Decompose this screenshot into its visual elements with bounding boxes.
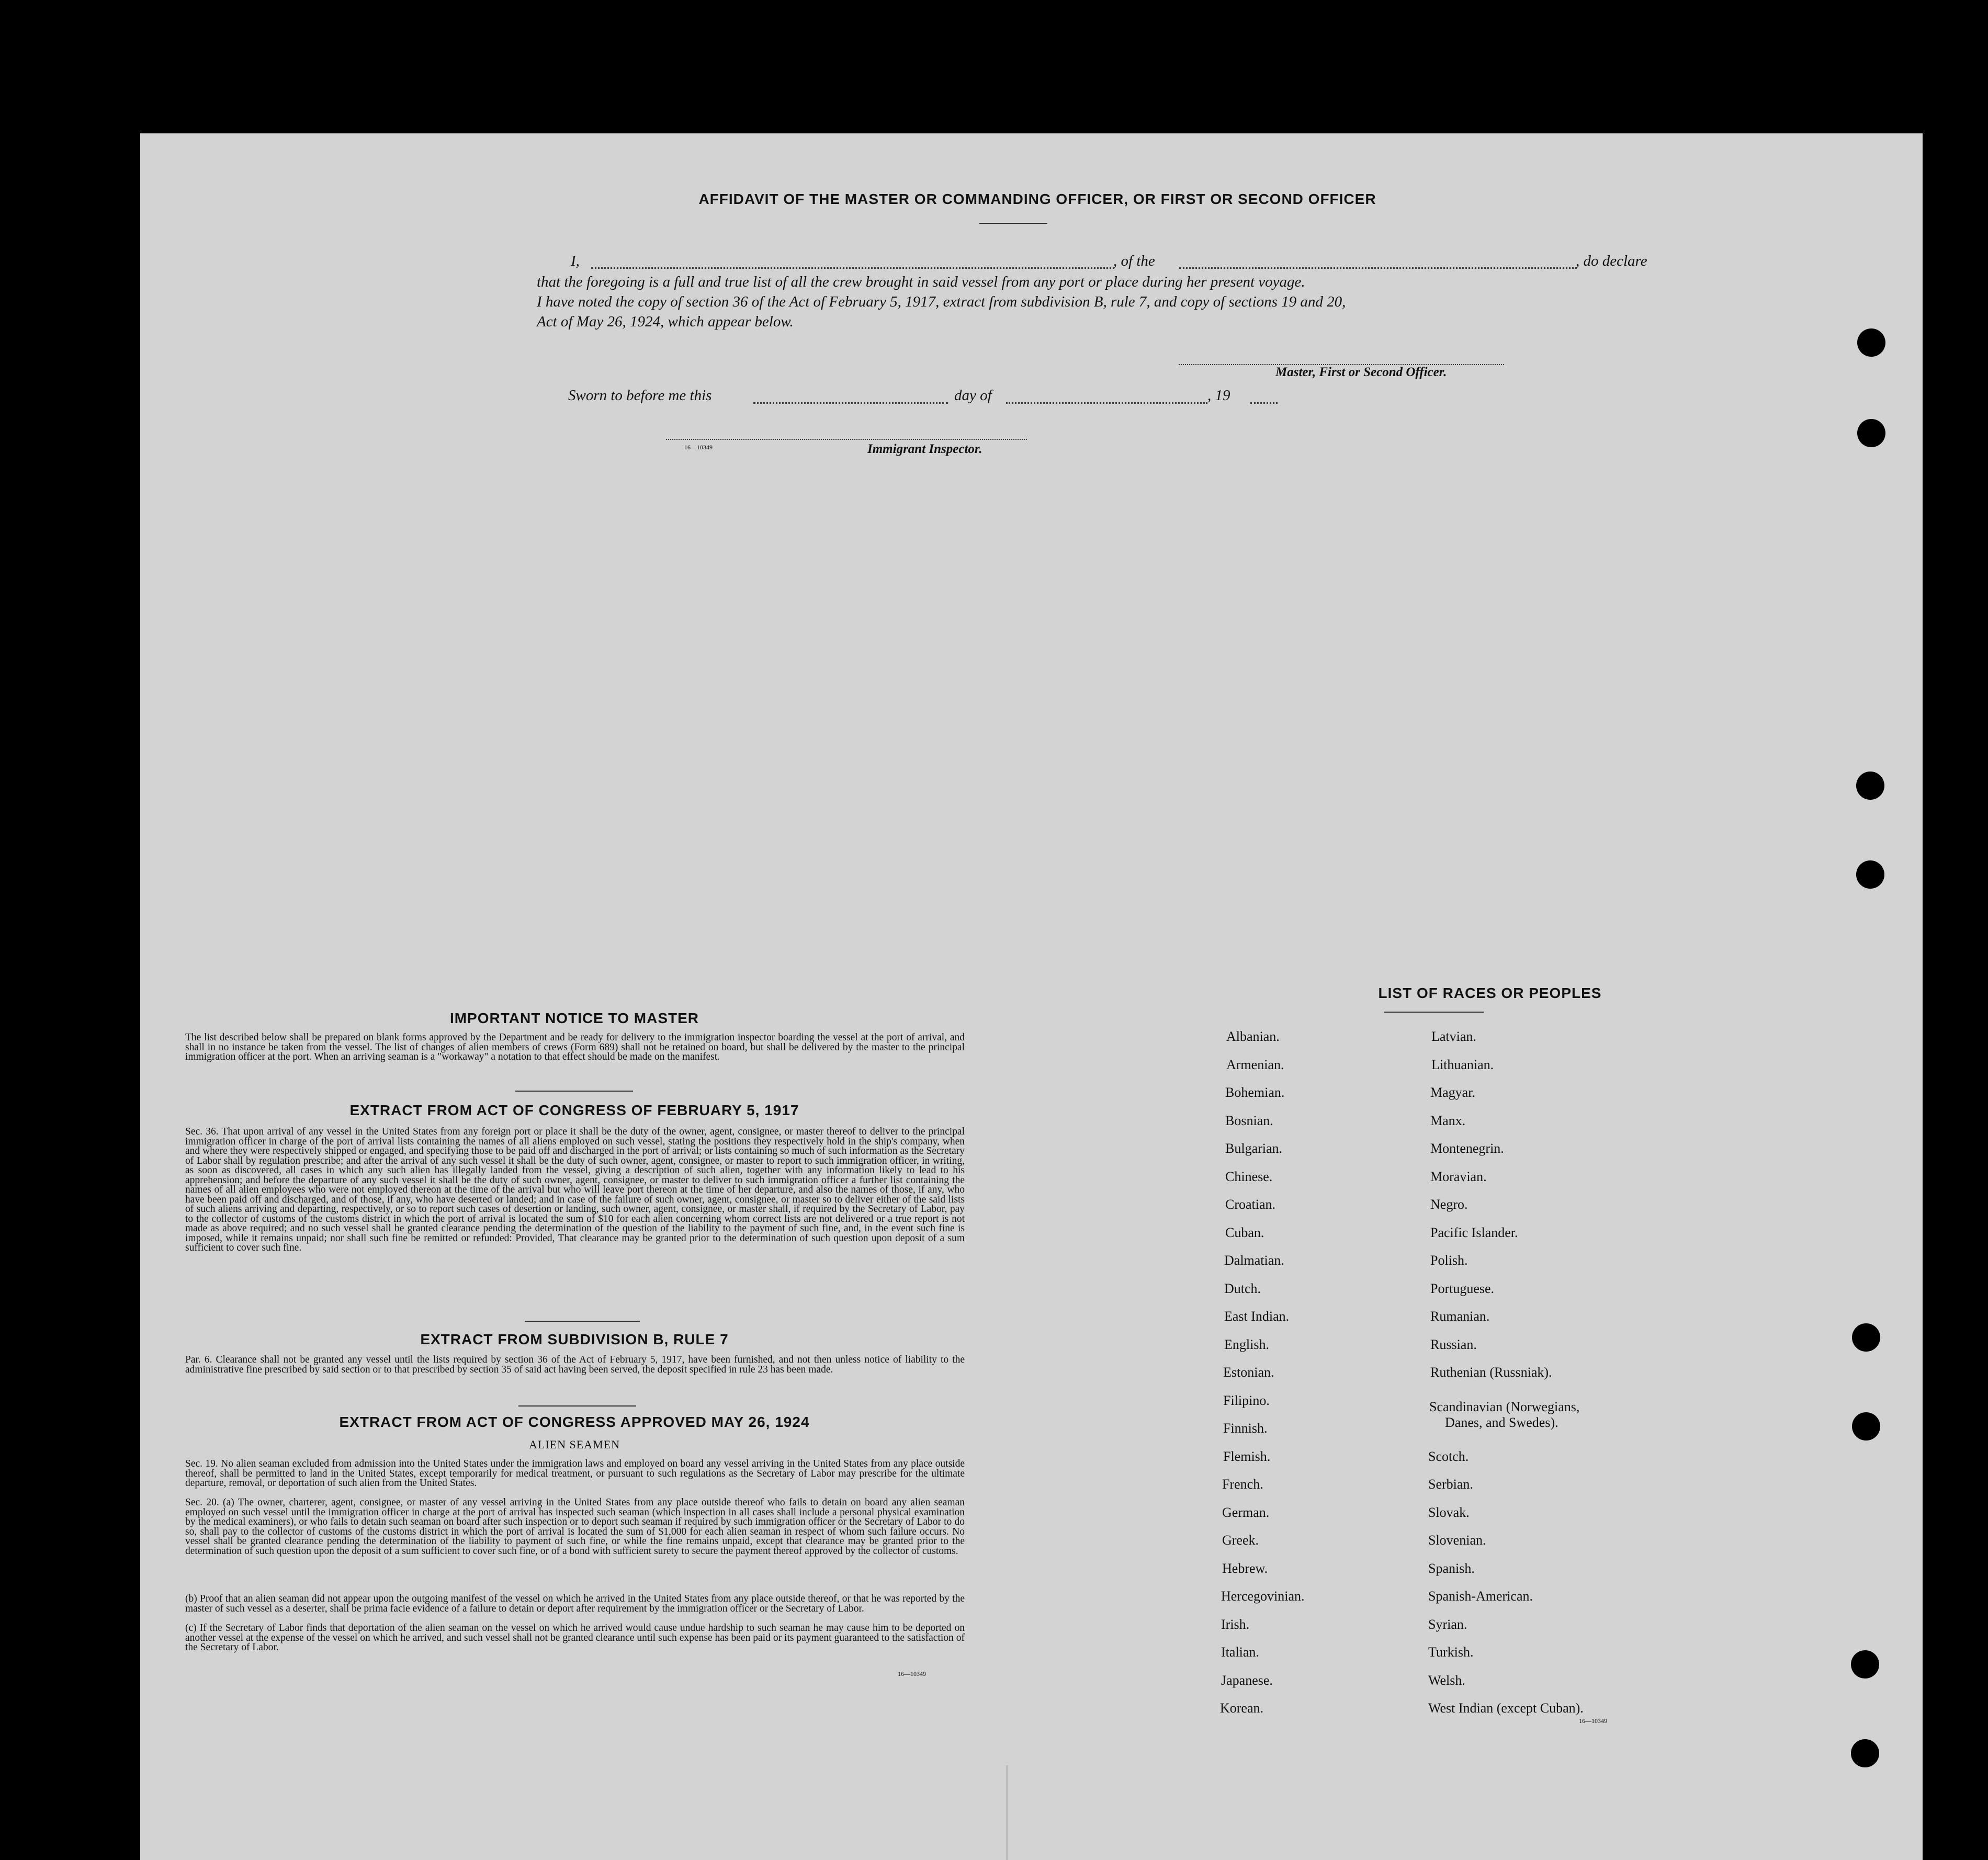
race-item: Portuguese.: [1430, 1281, 1495, 1296]
sworn-label: Sworn to before me this: [568, 387, 712, 404]
affidavit-vessel-field[interactable]: [1179, 255, 1577, 269]
race-item: Rumanian.: [1430, 1309, 1490, 1324]
race-item: German.: [1222, 1505, 1270, 1520]
race-item: Scotch.: [1428, 1449, 1469, 1464]
race-item: Montenegrin.: [1430, 1141, 1504, 1156]
punch-hole: [1852, 1412, 1880, 1441]
race-item: Greek.: [1222, 1533, 1259, 1548]
sworn-month-field[interactable]: [1006, 390, 1207, 404]
extract-1917-text: Sec. 36. That upon arrival of any vessel in the United States from any foreign port or place it shall be the duty of the owner, agent, consignee, or master thereof to deliver to the principal immigration officer in charge of the port of arrival lists containing the names of all aliens employed on such vessel, stating the positions they respectively hold in the ship's company, when and where they were respectively shipped or engaged, and specifying those to be paid off and discharged in the port of arrival; or lists containing so much of such information as the Secretary of Labor shall by regulation prescribe; and after the arrival of any such vessel it shall be the duty of such owner, agent, consignee, or master to report to such immigration officer, in writing, as soon as discovered, all cases in which any such alien has illegally landed from the vessel, giving a description of such alien, together with any information likely to lead to his apprehension; and before the departure of any such vessel it shall be the duty of such owner, agent, consignee, or master to deliver to such immigration officer a further list containing the names of all alien employees who were not employed thereon at the time of the arrival but who will leave port thereon at the time of her departure, and also the names of those, if any, who have been paid off and discharged, and of those, if any, who have deserted or landed; and in case of the failure of such owner, agent, consignee, or master so to deliver either of the said lists of such aliens arriving and departing, respectively, or so to report such cases of desertion or landing, such owner, agent, consignee, or master shall, if required by the Secretary of Labor, pay to the collector of customs of the customs district in which the port of arrival is located the sum of $10 for each alien concerning whom correct lists are not delivered or a true report is not made as above required; and no such vessel shall be granted clearance pending the determination of the question of the liability to the payment of such fine, and, in the event such fine is imposed, while it remains unpaid; nor shall such fine be remitted or refunded: Provided, That clearance may be granted prior to the determination of such question upon deposit of a sum sufficient to cover such fine.: [185, 1126, 965, 1253]
race-item: Welsh.: [1428, 1673, 1465, 1688]
extract-1924-sec20b: (b) Proof that an alien seaman did not appear upon the outgoing manifest of the vessel on which he arrived in the United States from any place outside thereof, or that he was reported by the master of such vessel as a deserter, shall be prima facie evidence of a failure to detain or deport after requirement by the immigration officer or the Secretary of Labor.: [185, 1593, 965, 1614]
races-form-number: 16—10349: [1579, 1717, 1607, 1725]
race-item: Irish.: [1221, 1617, 1250, 1632]
race-item: Ruthenian (Russniak).: [1430, 1365, 1552, 1380]
race-item: Lithuanian.: [1431, 1057, 1494, 1072]
punch-hole: [1851, 1739, 1879, 1767]
race-item: East Indian.: [1224, 1309, 1290, 1324]
race-item: Moravian.: [1430, 1169, 1487, 1184]
affidavit-name-field[interactable]: [591, 255, 1114, 269]
race-item: Hebrew.: [1222, 1561, 1268, 1576]
race-item: Dutch.: [1224, 1281, 1261, 1296]
year-label: , 19: [1207, 387, 1230, 404]
race-item: Armenian.: [1226, 1057, 1284, 1072]
signature-label: Master, First or Second Officer.: [1275, 365, 1447, 379]
affidavit-line-3: Act of May 26, 1924, which appear below.: [537, 313, 794, 330]
notice-text: The list described below shall be prepared on blank forms approved by the Department and be ready for delivery to the immigration inspector boarding the vessel at the port of arrival, and shall in no instance be taken from the vessel. The list of changes of alien members of crews (Form 689) shall not be retained on board, but shall be delivered by the master to the principal immigration officer at the port. When an arriving seaman is a "workaway" a notation to that effect should be made on the manifest.: [185, 1032, 965, 1062]
races-title: LIST OF RACES OR PEOPLES: [1378, 985, 1602, 1001]
race-item: Turkish.: [1428, 1644, 1474, 1660]
race-item: Finnish.: [1223, 1421, 1268, 1436]
race-item: Spanish-American.: [1428, 1589, 1533, 1604]
race-item: Manx.: [1430, 1113, 1466, 1128]
affidavit-of-the: , of the: [1113, 253, 1155, 269]
punch-hole: [1856, 860, 1884, 889]
race-item: Filipino.: [1223, 1393, 1270, 1408]
extract-1924-sec19: Sec. 19. No alien seaman excluded from admission into the United States under the immigration laws and employed on board any vessel arriving in the United States from any place outside thereof, shall be permitted to land in the United States, except temporarily for medical treatment, or pursuant to such regulations as the Secretary of Labor may prescribe for the ultimate departure, removal, or deportation of such alien from the United States.: [185, 1458, 965, 1489]
punch-hole: [1851, 1650, 1879, 1678]
extract-1917-title: EXTRACT FROM ACT OF CONGRESS OF FEBRUARY 5, 1917: [349, 1102, 799, 1118]
divider: [1384, 1012, 1484, 1013]
race-item: Dalmatian.: [1224, 1253, 1284, 1268]
punch-hole: [1852, 1323, 1880, 1352]
race-item: Danes, and Swedes).: [1445, 1415, 1558, 1430]
inspector-signature-line[interactable]: [666, 437, 1027, 440]
race-item: Estonian.: [1223, 1365, 1274, 1380]
notice-title: IMPORTANT NOTICE TO MASTER: [449, 1010, 699, 1026]
extract-1924-sec20c: (c) If the Secretary of Labor finds that deportation of the alien seaman on the vessel on which he arrived would cause undue hardship to such seaman he may cause him to be deported on another vessel at the expense of the vessel on which he arrived, and such vessel shall not be granted clearance until such expense has been paid or its payment guaranteed to the satisfaction of the Secretary of Labor.: [185, 1623, 965, 1653]
document-sheet: [140, 133, 1923, 1860]
race-item: Korean.: [1220, 1700, 1264, 1716]
fold-line: [1006, 1765, 1008, 1860]
inspector-label: Immigrant Inspector.: [867, 442, 982, 456]
race-item: Bulgarian.: [1225, 1141, 1283, 1156]
extract-1924-title: EXTRACT FROM ACT OF CONGRESS APPROVED MAY 26, 1924: [339, 1414, 810, 1430]
race-item: Pacific Islander.: [1430, 1225, 1518, 1240]
affidavit-do-declare: , do declare: [1576, 253, 1647, 269]
sworn-day-field[interactable]: [753, 390, 948, 404]
race-item: English.: [1224, 1337, 1269, 1352]
race-item: Japanese.: [1221, 1673, 1273, 1688]
race-item: Hercegovinian.: [1221, 1589, 1305, 1604]
race-item: Italian.: [1221, 1644, 1259, 1660]
race-item: Croatian.: [1225, 1197, 1276, 1212]
extract-1924-sec20a: Sec. 20. (a) The owner, charterer, agent, consignee, or master of any vessel arriving in the United States from any place outside thereof who fails to detain on board any alien seaman employed on such vessel until the immigration officer in charge at the port of arrival has inspected such seaman (which inspection in all cases shall include a personal physical examination by the medical examiners), or who fails to detain such seaman on board after such inspection or to deport such seaman if required by such immigration officer or the Secretary of Labor to do so, shall pay to the collector of customs of the customs district in which the port of arrival is located the sum of $1,000 for each alien seaman in respect of whom such failure occurs. No vessel shall be granted clearance pending the determination of the liability to payment of such fine, or while the fine remains unpaid, except that clearance may be granted prior to the determination of such question upon the deposit of a sum sufficient to cover such fine, or of a bond with sufficient surety to secure the payment thereof approved by the collector of customs.: [185, 1497, 965, 1557]
divider: [979, 223, 1047, 224]
punch-hole: [1856, 772, 1884, 800]
rule7-text: Par. 6. Clearance shall not be granted any vessel until the lists required by section 36 of the Act of February 5, 1917, have been furnished, and not then unless notice of liability to the administrative fine prescribed by said section or to that prescribed by section 35 of said act having been served, the deposit specified in rule 23 has been made.: [185, 1354, 965, 1375]
race-item: Spanish.: [1428, 1561, 1475, 1576]
race-item: Albanian.: [1226, 1029, 1280, 1044]
race-item: Syrian.: [1428, 1617, 1467, 1632]
race-item: Slovak.: [1428, 1505, 1470, 1520]
race-item: Russian.: [1430, 1337, 1477, 1352]
race-item: Chinese.: [1225, 1169, 1273, 1184]
race-item: French.: [1222, 1477, 1263, 1492]
affidavit-form-number: 16—10349: [684, 444, 713, 451]
day-of-label: day of: [954, 387, 992, 404]
race-item: Negro.: [1430, 1197, 1468, 1212]
punch-hole: [1857, 328, 1885, 357]
punch-hole: [1857, 419, 1885, 447]
race-item: Cuban.: [1225, 1225, 1264, 1240]
affidavit-line-2: I have noted the copy of section 36 of the Act of February 5, 1917, extract from subdivision B, rule 7, and copy of sections 19 and 20,: [537, 293, 1346, 310]
divider: [515, 1091, 633, 1092]
race-item: Latvian.: [1431, 1029, 1476, 1044]
affidavit-i-label: I,: [571, 253, 580, 269]
race-item: Polish.: [1430, 1253, 1468, 1268]
race-item: Scandinavian (Norwegians,: [1429, 1399, 1580, 1414]
divider: [518, 1405, 636, 1407]
race-item: Magyar.: [1430, 1085, 1475, 1100]
race-item: West Indian (except Cuban).: [1428, 1700, 1584, 1716]
rule7-title: EXTRACT FROM SUBDIVISION B, RULE 7: [420, 1331, 729, 1347]
race-item: Serbian.: [1428, 1477, 1473, 1492]
affidavit-line-1: that the foregoing is a full and true list of all the crew brought in said vessel from any port or place during her present voyage.: [537, 274, 1305, 290]
affidavit-title: AFFIDAVIT OF THE MASTER OR COMMANDING OFFICER, OR FIRST OR SECOND OFFICER: [698, 191, 1376, 207]
race-item: Flemish.: [1223, 1449, 1271, 1464]
sworn-year-field[interactable]: [1250, 390, 1278, 404]
alien-seamen-subtitle: ALIEN SEAMEN: [529, 1438, 620, 1451]
divider: [525, 1321, 640, 1322]
race-item: Bohemian.: [1225, 1085, 1285, 1100]
race-item: Slovenian.: [1428, 1533, 1486, 1548]
race-item: Bosnian.: [1225, 1113, 1273, 1128]
extract-form-number: 16—10349: [898, 1670, 926, 1677]
